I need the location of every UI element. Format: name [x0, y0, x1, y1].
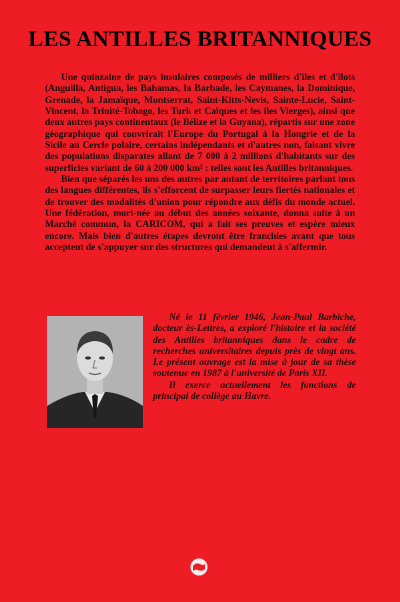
- summary-p2-end: , qui a fait ses preuves et espère mieux encore. Mais bien d'autres étapes devront être franchies avant que tous acceptent de s'appuyer sur des structures qui demandent à s'affermir.: [45, 220, 355, 254]
- author-bio-paragraph-2: Il exerce actuellement les fonctions de principal de collège au Havre.: [153, 380, 356, 403]
- summary-p2-start: Bien que séparés les uns des autres par autant de territoires parlant tous des langues différentes, ils s'efforcent de surpasser leurs fiertés nationales et de trouver des modalités d'union pour répondre aux défis du monde actuel. Une fédération, mort-née au début des années soixante, donna suite à un Marché commun, la: [45, 175, 355, 231]
- summary-paragraph-1: Une quinzaine de pays insulaires composés de milliers d'îles et d'îlots (Anguilla, Antigua, les Bahamas, la Barbade, les Caymanes, la Dominique, Grenade, la Jamaïque, Montserrat, Saint-Kitts-Nevis, Sainte-Lucie, Saint-Vincent, la Trinité-Tobago, les Turk et Caïques et les îles Vierges), ainsi que deux autres pays continentaux (le Bélize et la Guyana), répartis sur une zone géographique qui couvrirait l'Europe du Portugal à la Hongrie et de la Sicile au Cercle polaire, certains indépendants et d'autres non, faisant vivre des populations disparates allant de 7 000 à 2 millions d'habitants sur des superficies variant de 60 à 200 000 km² : telles sont les Antilles britanniques.: [45, 73, 355, 174]
- summary-text: [45, 73, 355, 255]
- publisher-logo-icon: [190, 558, 208, 576]
- cover-title: LES ANTILLES BRITANNIQUES: [28, 26, 372, 51]
- caricom-term: CARICOM: [135, 220, 183, 231]
- author-bio: [153, 313, 356, 403]
- summary-paragraph-2: [45, 175, 355, 254]
- author-photo: [47, 316, 143, 428]
- author-bio-paragraph-1: Né le 11 février 1946, Jean-Paul Barbiche, docteur ès-Lettres, a exploré l'histoire et la société des Antilles britanniques dans le cadre de recherches universitaires depuis près de vingt ans. Le présent ouvrage est la mise à jour de sa thèse soutenue en 1987 à l'université de Paris XII.: [153, 313, 356, 380]
